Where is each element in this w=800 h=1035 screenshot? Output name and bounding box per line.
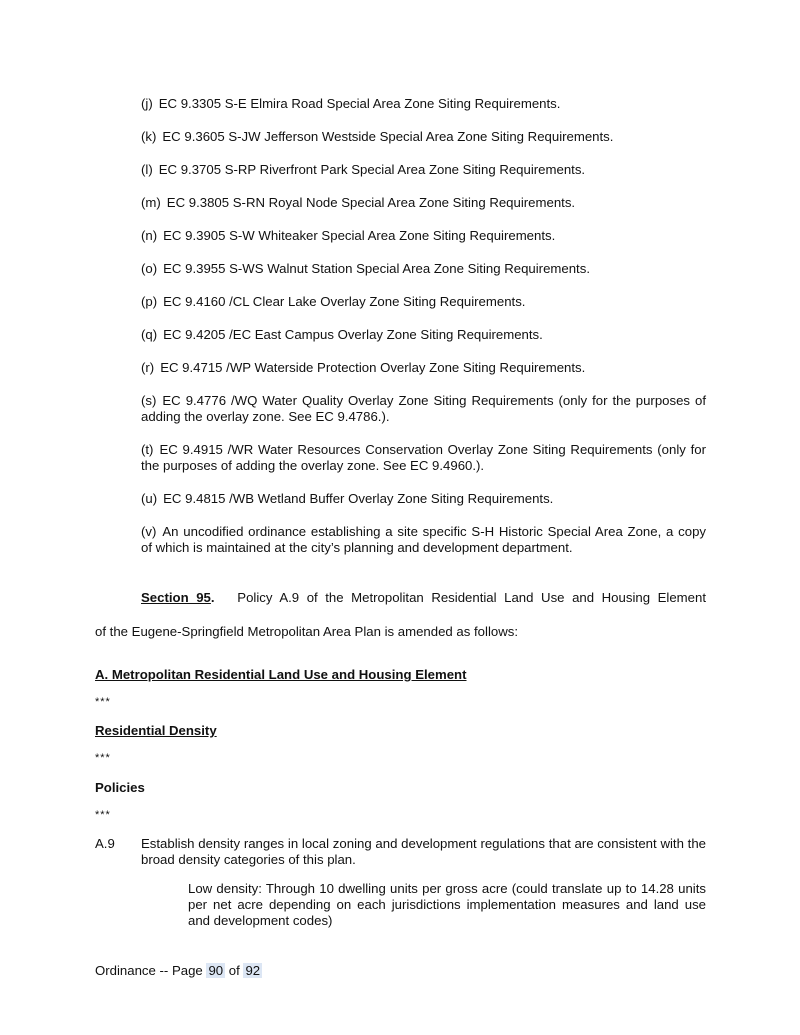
low-density-definition: Low density: Through 10 dwelling units per gross acre (could translate up to 14.28 units per net acre depending on each jurisdictions implementation measures and land use and development codes)	[188, 881, 706, 928]
section-95-text-line-1: Policy A.9 of the Metropolitan Residential Land Use and Housing Element	[237, 590, 706, 605]
footer-total-pages: 92	[245, 963, 261, 978]
list-item-label: (l)	[141, 162, 153, 177]
footer-of: of	[228, 963, 240, 978]
list-item-text: EC 9.4160 /CL Clear Lake Overlay Zone Siting Requirements.	[163, 294, 526, 309]
policy-a9	[95, 836, 706, 868]
heading-residential-density: Residential Density	[95, 723, 217, 738]
list-item-text: EC 9.3605 S-JW Jefferson Westside Special Area Zone Siting Requirements.	[162, 129, 614, 144]
section-95-period: .	[210, 590, 215, 605]
list-item-label: (s)	[141, 393, 157, 408]
list-item-label: (u)	[141, 491, 158, 506]
list-item	[141, 327, 706, 343]
list-item-text: EC 9.4915 /WR Water Resources Conservation Overlay Zone Siting Requirements (only for the purposes of adding the overlay zone. See EC 9.4960.).	[141, 442, 706, 473]
list-item-text: EC 9.3705 S-RP Riverfront Park Special Area Zone Siting Requirements.	[158, 162, 586, 177]
list-item-text: An uncodified ordinance establishing a site specific S-H Historic Special Area Zone, a copy of which is maintained at the city’s planning and development department.	[141, 524, 706, 555]
list-item-label: (q)	[141, 327, 158, 342]
list-item	[141, 294, 706, 310]
list-item-text: EC 9.4815 /WB Wetland Buffer Overlay Zone Siting Requirements.	[163, 491, 554, 506]
heading-metropolitan-residential: A. Metropolitan Residential Land Use and Housing Element	[95, 667, 467, 682]
list-item-label: (v)	[141, 524, 157, 539]
policy-text: Establish density ranges in local zoning and development regulations that are consistent with the broad density categories of this plan.	[141, 836, 706, 867]
list-item-label: (o)	[141, 261, 158, 276]
list-item	[141, 491, 706, 507]
list-item	[141, 360, 706, 376]
list-item-text: EC 9.3955 S-WS Walnut Station Special Area Zone Siting Requirements.	[163, 261, 590, 276]
list-item-text: EC 9.3305 S-E Elmira Road Special Area Zone Siting Requirements.	[158, 96, 561, 111]
heading-policies: Policies	[95, 780, 145, 795]
list-item-text: EC 9.3805 S-RN Royal Node Special Area Zone Siting Requirements.	[166, 195, 576, 210]
list-item-text: EC 9.4205 /EC East Campus Overlay Zone Siting Requirements.	[163, 327, 543, 342]
list-item	[141, 524, 706, 556]
list-item	[141, 129, 706, 145]
section-95-text-line-2: of the Eugene-Springfield Metropolitan Area Plan is amended as follows:	[95, 624, 518, 639]
list-item-text: EC 9.4715 /WP Waterside Protection Overlay Zone Siting Requirements.	[160, 360, 586, 375]
list-item	[141, 228, 706, 244]
list-item	[141, 195, 706, 211]
list-item-label: (k)	[141, 129, 157, 144]
list-item-label: (t)	[141, 442, 154, 457]
policy-number: A.9	[95, 836, 115, 851]
list-item	[141, 162, 706, 178]
elision-stars-1: ***	[95, 696, 111, 708]
footer-prefix: Ordinance -- Page	[95, 963, 203, 978]
section-95-heading: Section 95	[141, 590, 211, 605]
elision-stars-2: ***	[95, 752, 111, 764]
list-item-label: (r)	[141, 360, 155, 375]
footer-page-number: 90	[208, 963, 224, 978]
list-item-label: (n)	[141, 228, 158, 243]
siting-requirements-list	[141, 96, 706, 573]
section-95	[95, 590, 706, 640]
list-item-label: (m)	[141, 195, 161, 210]
list-item	[141, 393, 706, 425]
page-footer	[95, 963, 262, 979]
elision-stars-3: ***	[95, 809, 111, 821]
list-item	[141, 261, 706, 277]
list-item	[141, 442, 706, 474]
list-item	[141, 96, 706, 112]
list-item-label: (p)	[141, 294, 158, 309]
list-item-text: EC 9.4776 /WQ Water Quality Overlay Zone Siting Requirements (only for the purposes of adding the overlay zone. See EC 9.4786.).	[141, 393, 706, 424]
section-95-line-1	[95, 590, 706, 606]
list-item-text: EC 9.3905 S-W Whiteaker Special Area Zone Siting Requirements.	[163, 228, 556, 243]
list-item-label: (j)	[141, 96, 153, 111]
